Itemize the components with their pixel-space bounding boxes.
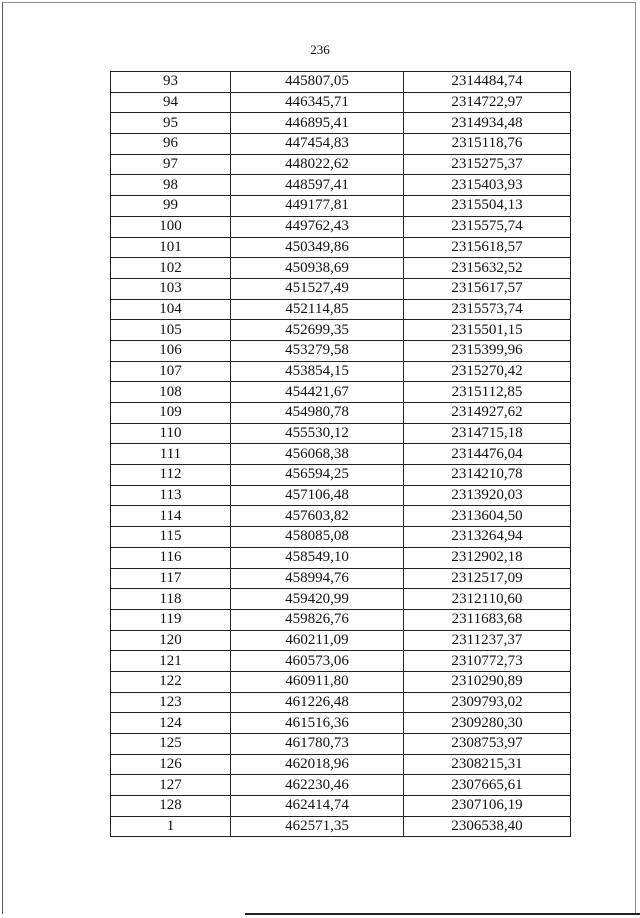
x-coordinate-cell: 455530,12 (231, 423, 404, 444)
x-coordinate-cell: 448022,62 (231, 154, 404, 175)
table-row (111, 671, 571, 692)
table-row (111, 340, 571, 361)
x-coordinate-cell: 460211,09 (231, 630, 404, 651)
x-coordinate-cell: 457603,82 (231, 506, 404, 527)
y-coordinate-cell: 2315617,57 (404, 278, 571, 299)
y-coordinate-cell: 2310772,73 (404, 651, 571, 672)
point-number-cell: 127 (111, 775, 231, 796)
x-coordinate-cell: 462571,35 (231, 816, 404, 837)
point-number-cell: 112 (111, 465, 231, 486)
table-row (111, 734, 571, 755)
y-coordinate-cell: 2314484,74 (404, 72, 571, 93)
table-row (111, 444, 571, 465)
point-number-cell: 124 (111, 713, 231, 734)
y-coordinate-cell: 2310290,89 (404, 671, 571, 692)
coordinates-table (110, 71, 571, 837)
y-coordinate-cell: 2315118,76 (404, 134, 571, 155)
table-row (111, 547, 571, 568)
point-number-cell: 98 (111, 175, 231, 196)
table-row (111, 154, 571, 175)
table-row (111, 299, 571, 320)
y-coordinate-cell: 2315573,74 (404, 299, 571, 320)
table-row (111, 465, 571, 486)
point-number-cell: 123 (111, 692, 231, 713)
table-row (111, 320, 571, 341)
point-number-cell: 104 (111, 299, 231, 320)
x-coordinate-cell: 458994,76 (231, 568, 404, 589)
point-number-cell: 108 (111, 382, 231, 403)
y-coordinate-cell: 2313264,94 (404, 527, 571, 548)
x-coordinate-cell: 458085,08 (231, 527, 404, 548)
point-number-cell: 110 (111, 423, 231, 444)
table-row (111, 113, 571, 134)
x-coordinate-cell: 453854,15 (231, 361, 404, 382)
table-row (111, 403, 571, 424)
y-coordinate-cell: 2315632,52 (404, 258, 571, 279)
table-row (111, 754, 571, 775)
table-row (111, 216, 571, 237)
x-coordinate-cell: 449177,81 (231, 196, 404, 217)
point-number-cell: 100 (111, 216, 231, 237)
point-number-cell: 103 (111, 278, 231, 299)
x-coordinate-cell: 450938,69 (231, 258, 404, 279)
bottom-rule (245, 913, 640, 915)
x-coordinate-cell: 445807,05 (231, 72, 404, 93)
x-coordinate-cell: 454980,78 (231, 403, 404, 424)
y-coordinate-cell: 2315275,37 (404, 154, 571, 175)
point-number-cell: 116 (111, 547, 231, 568)
x-coordinate-cell: 460911,80 (231, 671, 404, 692)
point-number-cell: 97 (111, 154, 231, 175)
table-row (111, 258, 571, 279)
y-coordinate-cell: 2315403,93 (404, 175, 571, 196)
point-number-cell: 1 (111, 816, 231, 837)
y-coordinate-cell: 2311683,68 (404, 609, 571, 630)
y-coordinate-cell: 2309793,02 (404, 692, 571, 713)
point-number-cell: 122 (111, 671, 231, 692)
point-number-cell: 109 (111, 403, 231, 424)
y-coordinate-cell: 2314210,78 (404, 465, 571, 486)
point-number-cell: 119 (111, 609, 231, 630)
table-row (111, 196, 571, 217)
table-row (111, 651, 571, 672)
point-number-cell: 107 (111, 361, 231, 382)
x-coordinate-cell: 461226,48 (231, 692, 404, 713)
y-coordinate-cell: 2308753,97 (404, 734, 571, 755)
x-coordinate-cell: 462414,74 (231, 796, 404, 817)
table-row (111, 485, 571, 506)
point-number-cell: 111 (111, 444, 231, 465)
table-row (111, 361, 571, 382)
point-number-cell: 93 (111, 72, 231, 93)
y-coordinate-cell: 2307665,61 (404, 775, 571, 796)
y-coordinate-cell: 2306538,40 (404, 816, 571, 837)
x-coordinate-cell: 458549,10 (231, 547, 404, 568)
table-row (111, 609, 571, 630)
table-row (111, 506, 571, 527)
point-number-cell: 128 (111, 796, 231, 817)
y-coordinate-cell: 2315501,15 (404, 320, 571, 341)
y-coordinate-cell: 2315575,74 (404, 216, 571, 237)
y-coordinate-cell: 2313604,50 (404, 506, 571, 527)
point-number-cell: 113 (111, 485, 231, 506)
point-number-cell: 126 (111, 754, 231, 775)
y-coordinate-cell: 2312517,09 (404, 568, 571, 589)
x-coordinate-cell: 449762,43 (231, 216, 404, 237)
x-coordinate-cell: 460573,06 (231, 651, 404, 672)
point-number-cell: 106 (111, 340, 231, 361)
x-coordinate-cell: 446895,41 (231, 113, 404, 134)
point-number-cell: 118 (111, 589, 231, 610)
y-coordinate-cell: 2309280,30 (404, 713, 571, 734)
x-coordinate-cell: 446345,71 (231, 92, 404, 113)
table-row (111, 589, 571, 610)
table-row (111, 278, 571, 299)
y-coordinate-cell: 2313920,03 (404, 485, 571, 506)
table-row (111, 630, 571, 651)
point-number-cell: 94 (111, 92, 231, 113)
x-coordinate-cell: 461780,73 (231, 734, 404, 755)
point-number-cell: 117 (111, 568, 231, 589)
x-coordinate-cell: 459826,76 (231, 609, 404, 630)
y-coordinate-cell: 2307106,19 (404, 796, 571, 817)
coordinates-table-body (111, 72, 571, 837)
point-number-cell: 102 (111, 258, 231, 279)
y-coordinate-cell: 2315399,96 (404, 340, 571, 361)
table-row (111, 175, 571, 196)
table-row (111, 527, 571, 548)
table-row (111, 237, 571, 258)
y-coordinate-cell: 2315504,13 (404, 196, 571, 217)
point-number-cell: 105 (111, 320, 231, 341)
table-row (111, 692, 571, 713)
table-row (111, 816, 571, 837)
x-coordinate-cell: 448597,41 (231, 175, 404, 196)
point-number-cell: 96 (111, 134, 231, 155)
table-row (111, 568, 571, 589)
table-row (111, 92, 571, 113)
point-number-cell: 120 (111, 630, 231, 651)
table-row (111, 134, 571, 155)
page-number: 236 (310, 42, 330, 57)
y-coordinate-cell: 2312902,18 (404, 547, 571, 568)
x-coordinate-cell: 451527,49 (231, 278, 404, 299)
point-number-cell: 101 (111, 237, 231, 258)
y-coordinate-cell: 2314934,48 (404, 113, 571, 134)
y-coordinate-cell: 2314722,97 (404, 92, 571, 113)
x-coordinate-cell: 454421,67 (231, 382, 404, 403)
table-row (111, 423, 571, 444)
y-coordinate-cell: 2315112,85 (404, 382, 571, 403)
y-coordinate-cell: 2312110,60 (404, 589, 571, 610)
table-row (111, 382, 571, 403)
y-coordinate-cell: 2314715,18 (404, 423, 571, 444)
table-row (111, 72, 571, 93)
x-coordinate-cell: 456068,38 (231, 444, 404, 465)
x-coordinate-cell: 461516,36 (231, 713, 404, 734)
point-number-cell: 115 (111, 527, 231, 548)
table-row (111, 796, 571, 817)
x-coordinate-cell: 462230,46 (231, 775, 404, 796)
y-coordinate-cell: 2314476,04 (404, 444, 571, 465)
y-coordinate-cell: 2311237,37 (404, 630, 571, 651)
x-coordinate-cell: 462018,96 (231, 754, 404, 775)
y-coordinate-cell: 2308215,31 (404, 754, 571, 775)
x-coordinate-cell: 456594,25 (231, 465, 404, 486)
x-coordinate-cell: 459420,99 (231, 589, 404, 610)
y-coordinate-cell: 2315270,42 (404, 361, 571, 382)
x-coordinate-cell: 450349,86 (231, 237, 404, 258)
point-number-cell: 114 (111, 506, 231, 527)
point-number-cell: 95 (111, 113, 231, 134)
y-coordinate-cell: 2315618,57 (404, 237, 571, 258)
table-row (111, 775, 571, 796)
x-coordinate-cell: 452699,35 (231, 320, 404, 341)
x-coordinate-cell: 453279,58 (231, 340, 404, 361)
point-number-cell: 121 (111, 651, 231, 672)
x-coordinate-cell: 452114,85 (231, 299, 404, 320)
x-coordinate-cell: 447454,83 (231, 134, 404, 155)
x-coordinate-cell: 457106,48 (231, 485, 404, 506)
point-number-cell: 125 (111, 734, 231, 755)
point-number-cell: 99 (111, 196, 231, 217)
y-coordinate-cell: 2314927,62 (404, 403, 571, 424)
table-row (111, 713, 571, 734)
